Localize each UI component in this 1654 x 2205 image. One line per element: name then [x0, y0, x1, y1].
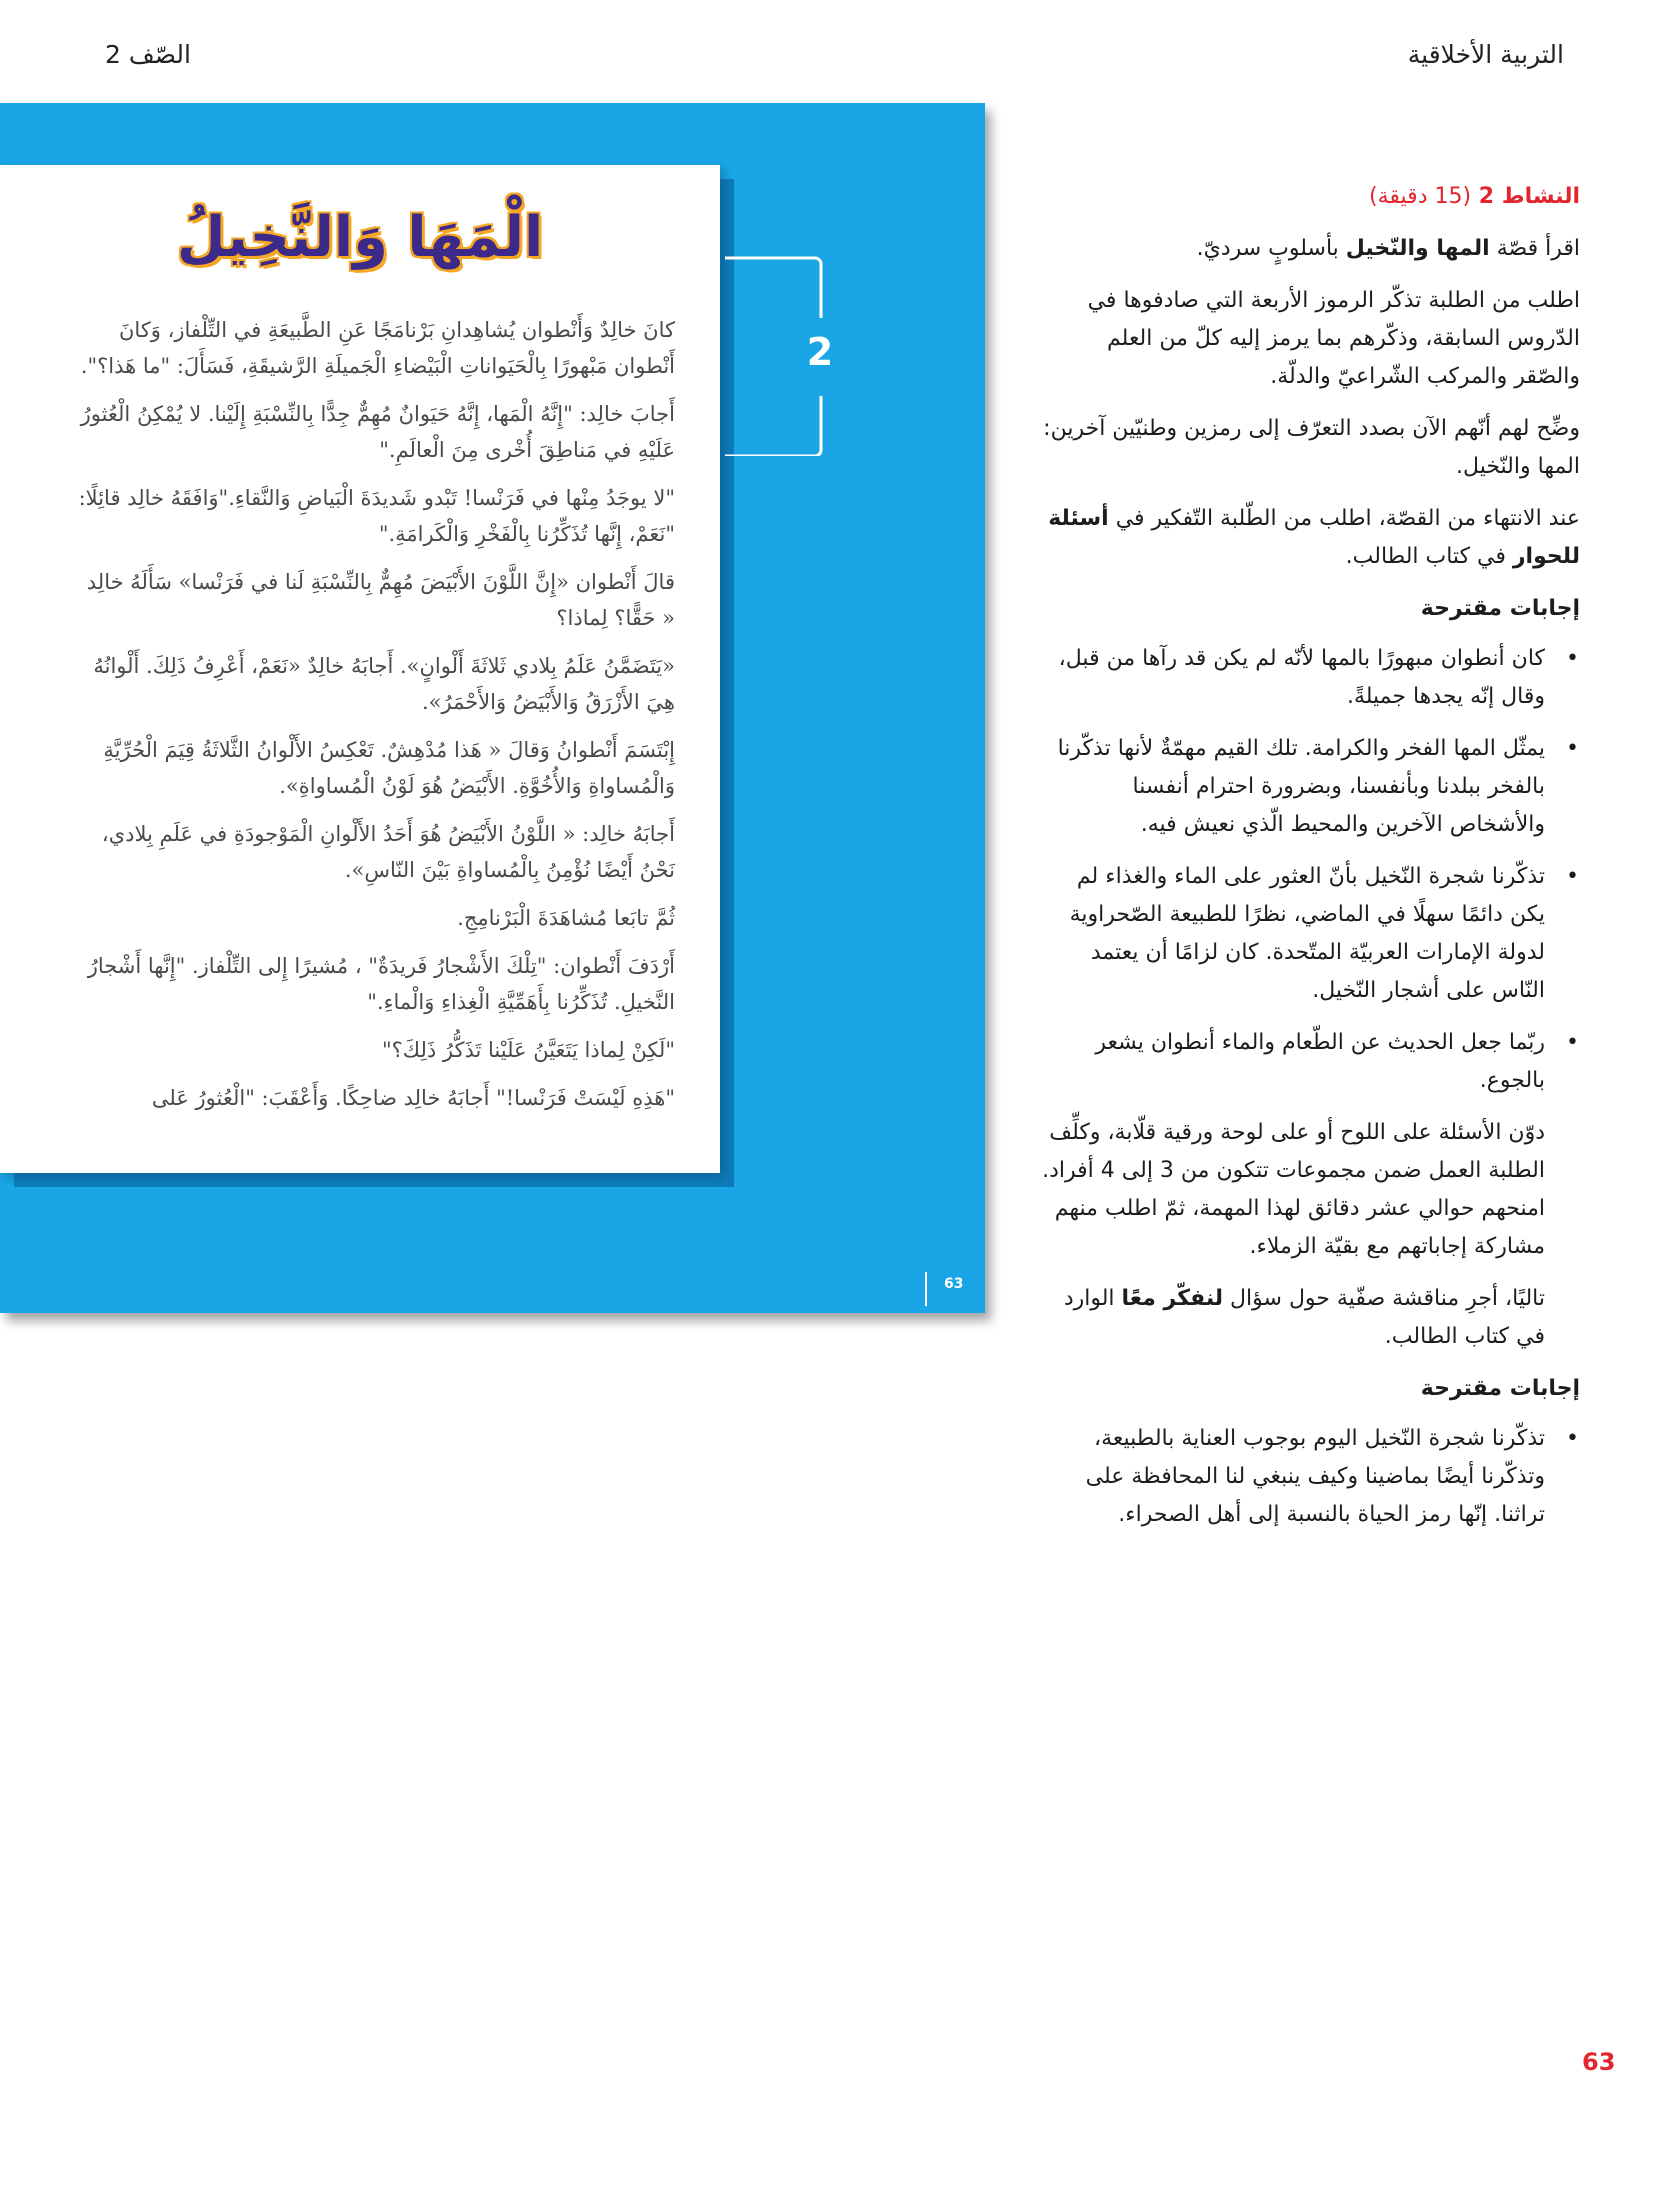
- dialogue-questions-bold: أسئلة للحوار: [1048, 506, 1580, 569]
- suggested-answers-list: [1040, 640, 1580, 1100]
- activity-duration: (15 دقيقة): [1369, 184, 1472, 209]
- story-name-bold: المها والنّخيل: [1345, 236, 1490, 261]
- answer-item: [1040, 730, 1579, 844]
- bullet-icon: •: [1566, 736, 1579, 761]
- answer-item: [1040, 1024, 1579, 1100]
- text: عند الانتهاء من القصّة، اطلب من الطّلبة التّفكير في: [1108, 506, 1580, 531]
- story-paragraph: أَجابَهُ خالِد: « اللَّوْنُ الأَبْيَضُ هُوَ أَحَدُ الأَلْوانِ الْمَوْجودَةِ في عَلَمِ بِلادي، نَحْنُ أَيْضًا نُؤْمِنُ بِالْمُساواةِ بَيْنَ النّاسِ».: [101, 822, 675, 882]
- instruction-recall-symbols: اطلب من الطلبة تذكّر الرموز الأربعة التي صادفوها في الدّروس السابقة، وذكّرهم بما يرمز إليه كلّ من العلم والصّقر والمركب الشّراعيّ والدلّة.: [1087, 288, 1580, 389]
- answer-item: [1040, 1420, 1579, 1534]
- instruction-groups: دوّن الأسئلة على اللوح أو على لوحة ورقية قلّابة، وكلِّف الطلبة العمل ضمن مجموعات تتكون من 3 إلى 4 أفراد. امنحهم حوالي عشر دقائق لهذا المهمة، ثمّ اطلب منهم مشاركة إجاباتهم مع بقيّة الزملاء.: [1042, 1120, 1545, 1259]
- text: تاليًا، أجرِ مناقشة صفّية حول سؤال: [1223, 1286, 1545, 1311]
- bullet-icon: •: [1566, 864, 1579, 889]
- suggested-answers-heading: إجابات مقترحة: [1420, 1376, 1580, 1401]
- story-paragraph: قالَ أَنْطوان «إِنَّ اللَّوْنَ الأَبْيَضَ مُهِمٌّ بِالنِّسْبَةِ لَنا في فَرَنْسا» سَأَلَهُ خالِد « حَقًّا؟ لِماذا؟: [86, 570, 675, 630]
- header-grade: الصّف 2: [105, 40, 191, 69]
- story-paragraph: ثُمَّ تابَعا مُشاهَدَةَ الْبَرْنامِجِ.: [457, 906, 675, 930]
- page-number: 63: [1582, 2048, 1616, 2076]
- answer-text: ربّما جعل الحديث عن الطّعام والماء أنطوان يشعر بالجوع.: [1095, 1030, 1545, 1093]
- activity-title: [1040, 178, 1580, 216]
- teacher-guide: [1040, 178, 1580, 1548]
- story-paragraph: "هَذِهِ لَيْسَتْ فَرَنْسا!" أَجابَهُ خالِد ضاحِكًا. وَأَعْقَبَ: "الْعُثورُ عَلى: [151, 1086, 675, 1110]
- bullet-icon: •: [1566, 1030, 1579, 1055]
- instruction-explain: وضِّح لهم أنّهم الآن بصدد التعرّف إلى رمزين وطنيّين آخرين: المها والنّخيل.: [1043, 416, 1580, 479]
- text: في كتاب الطالب.: [1345, 544, 1513, 569]
- think-together-bold: لنفكّر معًا: [1121, 1286, 1224, 1311]
- text: بأسلوبٍ سرديّ.: [1196, 236, 1346, 261]
- story-paragraph: كانَ خالِدٌ وَأَنْطوان يُشاهِدانِ بَرْنامَجًا عَنِ الطَّبيعَةِ في التِّلْفاز، وَكانَ أَنْطوان مَبْهورًا بِالْحَيَواناتِ الْبَيْضاءِ الْجَميلَةِ الرَّشيقَةِ، فَسَأَلَ: "ما هَذا؟".: [80, 318, 675, 378]
- story-paragraph: أَرْدَفَ أَنْطوان: "تِلْكَ الأَشْجارُ فَريدَةٌ" ، مُشيرًا إِلى التِّلْفاز. "إِنَّها أَشْجارُ النَّخيلِ. تُذَكِّرُنا بِأَهَمِّيَّةِ الْغِذاءِ وَالْماءِ.": [87, 954, 675, 1014]
- story-paragraph: "لَكِنْ لِماذا يَتَعَيَّنُ عَلَيْنا تَذَكُّرُ ذَلِكَ؟": [381, 1038, 675, 1062]
- suggested-answers-heading: إجابات مقترحة: [1420, 596, 1580, 621]
- text: الوارد في كتاب الطالب.: [1063, 1286, 1545, 1349]
- header-subject: التربية الأخلاقية: [1407, 40, 1564, 69]
- answer-text: يمثّل المها الفخر والكرامة. تلك القيم مهمّةٌ لأنها تذكّرنا بالفخر ببلدنا وبأنفسنا، وبضرورة احترام أنفسنا والأشخاص الآخرين والمحيط الّذي نعيش فيه.: [1057, 736, 1545, 837]
- story-paragraph: إِبْتَسَمَ أَنْطوانُ وَقالَ « هَذا مُدْهِشٌ. تَعْكِسُ الأَلْوانُ الثَّلاثَةُ قِيَمَ الْحُرِّيَّةِ وَالْمُساواةِ وَالأُخُوَّةِ. الأَبْيَضُ هُوَ لَوْنُ الْمُساواةِ».: [103, 738, 675, 798]
- instruction-discussion: [1040, 1280, 1545, 1356]
- answer-text: كان أنطوان مبهورًا بالمها لأنّه لم يكن قد رآها من قبل، وقال إنّه يجدها جميلةً.: [1058, 646, 1545, 709]
- answer-item: [1040, 858, 1579, 1010]
- lesson-number: 2: [806, 330, 834, 374]
- story-paragraph: أَجابَ خالِد: "إِنَّهُ الْمَها، إِنَّهُ حَيَوانٌ مُهِمٌّ جِدًّا بِالنِّسْبَةِ إِلَيْنا. لا يُمْكِنُ الْعُثورُ عَلَيْهِ في مَناطِقَ أُخْرى مِنَ الْعالَمِ.": [80, 402, 675, 462]
- bullet-icon: •: [1566, 1426, 1579, 1451]
- instruction-questions: [1040, 500, 1580, 576]
- inner-page-number: 63: [944, 1276, 964, 1292]
- suggested-answers-list: [1040, 1420, 1580, 1534]
- text: اقرأ قصّة: [1489, 236, 1580, 261]
- story-title: الْمَهَا وَالنَّخِيلُ: [176, 205, 544, 270]
- instruction-read-story: [1040, 230, 1580, 268]
- story-paragraph: «يَتَضَمَّنُ عَلَمُ بِلادي ثَلاثَةَ أَلْوانٍ». أَجابَهُ خالِدٌ «نَعَمْ، أَعْرِفُ ذَلِكَ. أَلْوانُهُ هِيَ الأَزْرَقُ وَالأَبْيَضُ وَالأَحْمَرُ».: [93, 654, 675, 714]
- answer-text: تذكّرنا شجرة النّخيل بأنّ العثور على الماء والغذاء لم يكن دائمًا سهلًا في الماضي، نظرًا للطبيعة الصّحراوية لدولة الإمارات العربيّة المتّحدة. كان لزامًا أن يعتمد النّاس على أشجار النّخيل.: [1069, 864, 1545, 1003]
- story-paragraph: "لا يوجَدُ مِنْها في فَرَنْسا! تَبْدو شَديدَةَ الْبَياضِ وَالنَّقاءِ."وَافَقَهُ خالِد قائِلًا: "نَعَمْ، إِنَّها تُذَكِّرُنا بِالْفَخْرِ وَالْكَرامَةِ.": [78, 486, 675, 546]
- bullet-icon: •: [1566, 646, 1579, 671]
- inner-page-divider: [925, 1272, 927, 1306]
- story-text: [75, 312, 675, 1128]
- activity-label: النشاط 2: [1478, 184, 1580, 209]
- answer-text: تذكّرنا شجرة النّخيل اليوم بوجوب العناية بالطبيعة، وتذكّرنا أيضًا بماضينا وكيف ينبغي لنا المحافظة على تراثنا. إنّها رمز الحياة بالنسبة إلى أهل الصحراء.: [1085, 1426, 1545, 1527]
- answer-item: [1040, 640, 1579, 716]
